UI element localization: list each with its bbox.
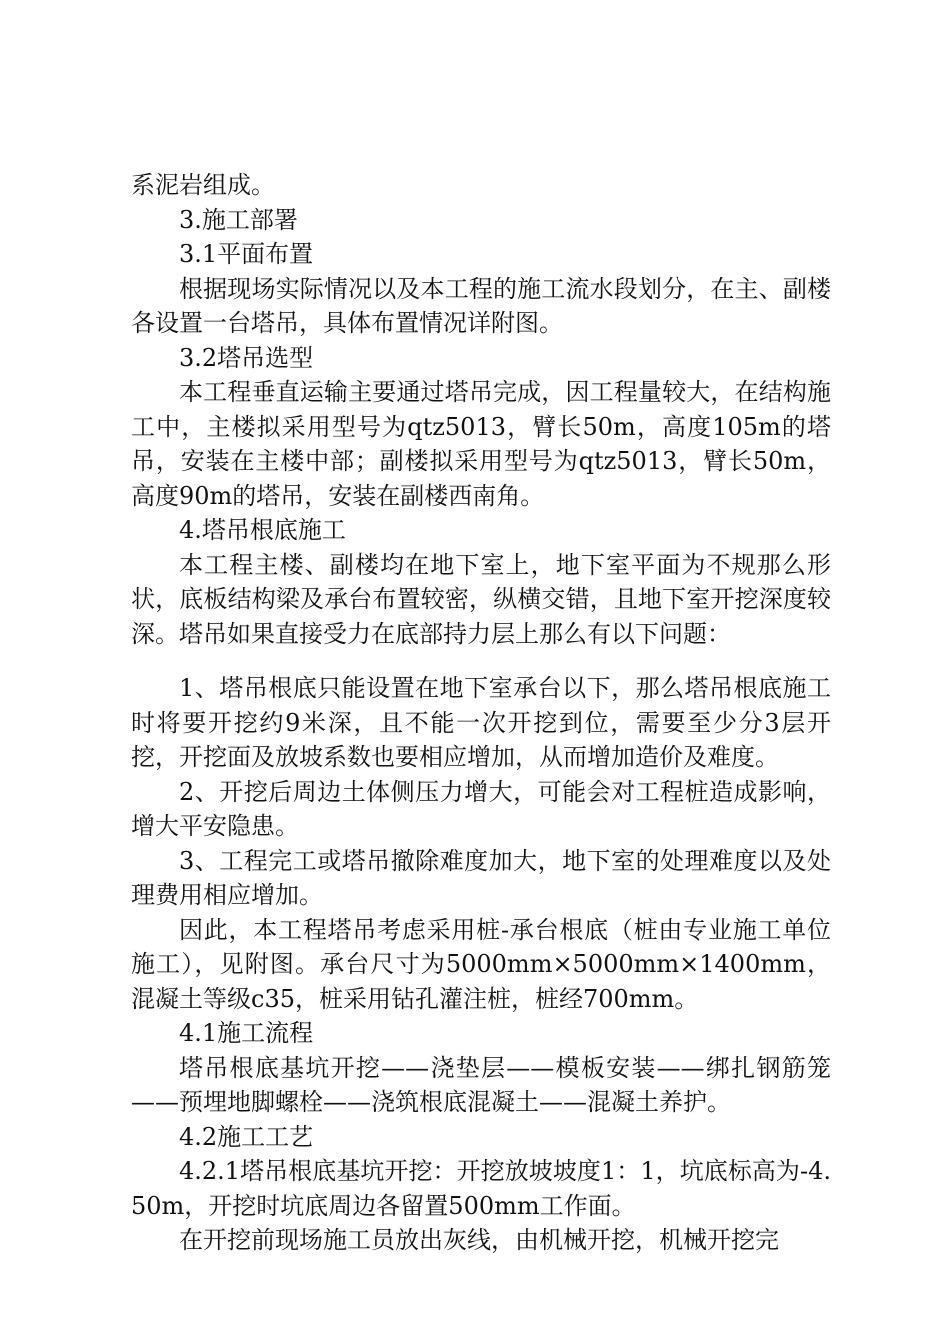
paragraph-layout: 根据现场实际情况以及本工程的施工流水段划分，在主、副楼各设置一台塔吊，具体布置情况详附图。: [131, 274, 831, 337]
list-item-issue-1: 1、塔吊根底只能设置在地下室承台以下，那么塔吊根底施工时将要开挖约9米深，且不能一次开挖到位，需要至少分3层开挖，开挖面及放坡系数也要相应增加，从而增加造价及难度。: [131, 674, 831, 771]
list-item-issue-3: 3、工程完工或塔吊撤除难度加大，地下室的处理难度以及处理费用相应增加。: [131, 846, 831, 909]
heading-section-4: 4.塔吊根底施工: [179, 516, 346, 544]
paragraph-pile-foundation: 因此，本工程塔吊考虑采用桩-承台根底（桩由专业施工单位施工），见附图。承台尺寸为5000mm×5000mm×1400mm，混凝土等级c35，桩采用钻孔灌注桩，桩经700mm。: [131, 915, 831, 1013]
paragraph-excavation-cont: 在开挖前现场施工员放出灰线，由机械开挖，机械开挖完: [179, 1226, 779, 1254]
heading-section-3-1: 3.1平面布置: [179, 240, 314, 268]
document-body: [131, 168, 831, 1258]
paragraph-foundation-issues: 本工程主楼、副楼均在地下室上，地下室平面为不规那么形状，底板结构梁及承台布置较密，纵横交错，且地下室开挖深度较深。塔吊如果直接受力在底部持力层上那么有以下问题：: [131, 550, 831, 648]
heading-section-4-2: 4.2施工工艺: [179, 1122, 314, 1151]
heading-section-4-1: 4.1施工流程: [179, 1019, 314, 1047]
heading-section-3-2: 3.2塔吊选型: [179, 343, 314, 372]
paragraph-continuation: 系泥岩组成。: [131, 171, 275, 199]
paragraph-crane-selection: 本工程垂直运输主要通过塔吊完成，因工程量较大，在结构施工中，主楼拟采用型号为qtz5013，臂长50m，高度105m的塔吊，安装在主楼中部；副楼拟采用型号为qtz5013，臂长50m，高度90m的塔吊，安装在副楼西南角。: [131, 378, 831, 510]
list-item-issue-2: 2、开挖后周边土体侧压力增大，可能会对工程桩造成影响，增大平安隐患。: [131, 777, 831, 840]
paragraph-excavation: 4.2.1塔吊根底基坑开挖：开挖放坡坡度1：1，坑底标高为-4.50m，开挖时坑底周边各留置500mm工作面。: [131, 1157, 831, 1220]
heading-section-3: 3.施工部署: [179, 205, 298, 234]
paragraph-process-flow: 塔吊根底基坑开挖——浇垫层——模板安装——绑扎钢筋笼——预埋地脚螺栓——浇筑根底混凝土——混凝土养护。: [131, 1053, 831, 1116]
